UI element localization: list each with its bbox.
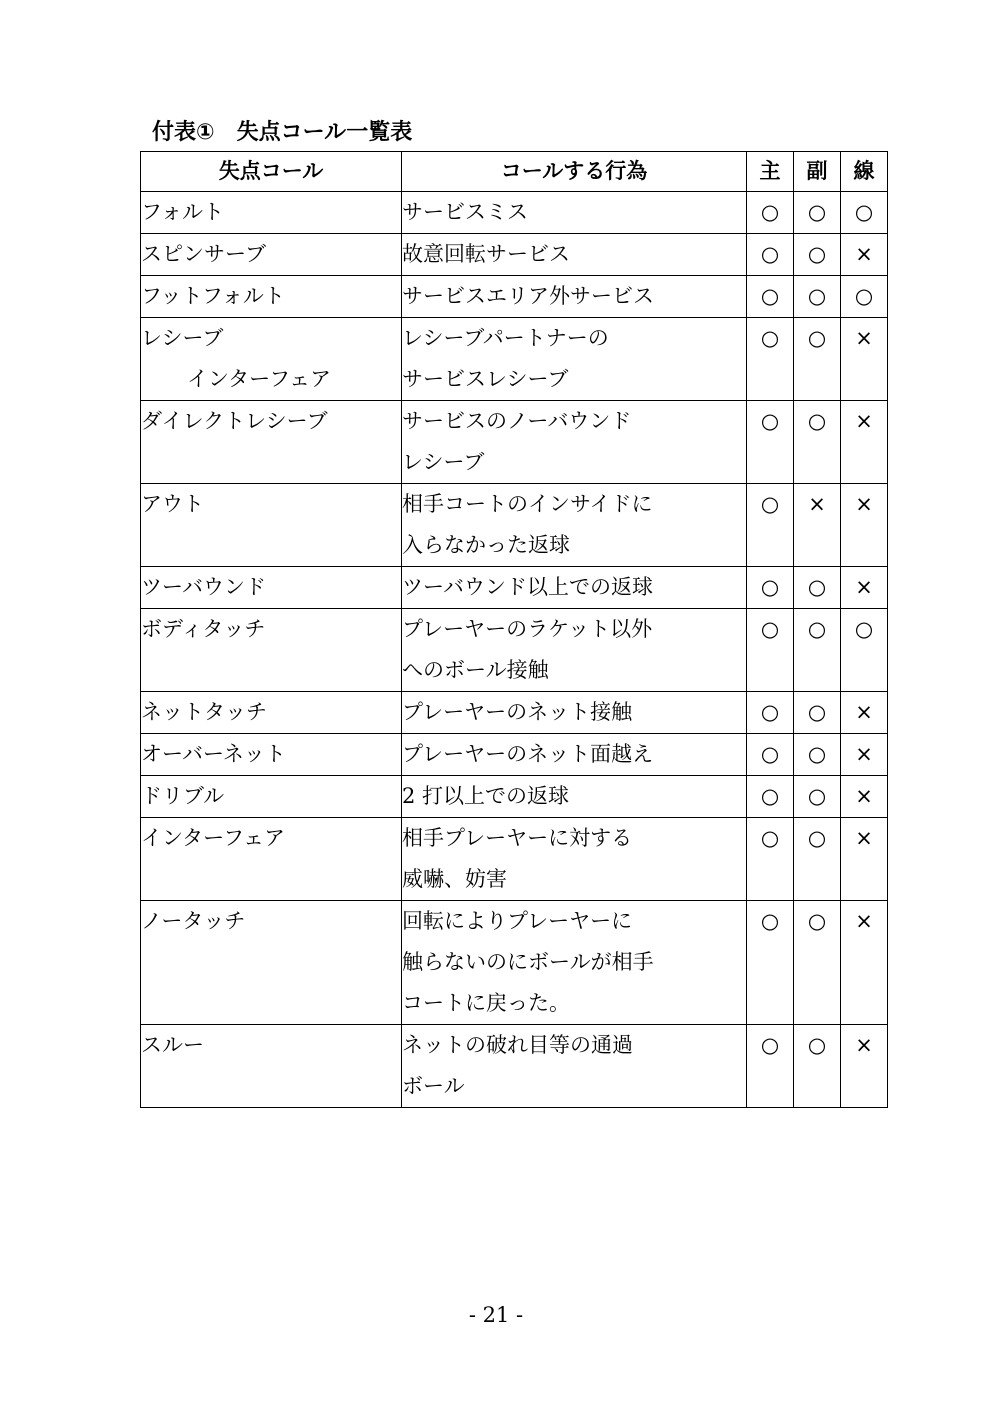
- main-mark: ○: [747, 734, 794, 776]
- main-mark: ○: [747, 567, 794, 609]
- call-text: インターフェア: [187, 367, 332, 391]
- call-cell: [141, 776, 402, 818]
- call-cell: [141, 484, 402, 567]
- main-mark: ○: [747, 234, 794, 276]
- action-cell: [402, 401, 747, 484]
- sub-mark: ×: [794, 484, 841, 567]
- line-mark: ×: [841, 567, 888, 609]
- call-text: ツーバウンド: [141, 575, 266, 599]
- table-row: [141, 692, 888, 734]
- action-text: 回転によりプレーヤーに: [402, 909, 633, 933]
- line-mark: ×: [841, 734, 888, 776]
- call-text: ノータッチ: [141, 909, 246, 933]
- call-text: スルー: [141, 1033, 204, 1057]
- action-cell: [402, 818, 747, 901]
- line-mark: ×: [841, 776, 888, 818]
- main-mark: ○: [747, 692, 794, 734]
- action-cell: [402, 776, 747, 818]
- call-text: ネットタッチ: [141, 700, 267, 724]
- action-text: レシーブ: [402, 450, 485, 474]
- table-row: [141, 901, 888, 1025]
- action-text: 2 打以上での返球: [402, 784, 570, 808]
- call-cell: [141, 734, 402, 776]
- action-text: サービスエリア外サービス: [402, 284, 654, 308]
- line-mark: ×: [841, 901, 888, 1025]
- line-mark: ×: [841, 401, 888, 484]
- action-text: 入らなかった返球: [402, 533, 570, 557]
- table-row: [141, 818, 888, 901]
- call-cell: [141, 234, 402, 276]
- call-cell: [141, 192, 402, 234]
- line-mark: ×: [841, 234, 888, 276]
- main-mark: ○: [747, 484, 794, 567]
- action-cell: [402, 1025, 747, 1108]
- line-mark: ×: [841, 484, 888, 567]
- page-title: 付表① 失点コール一覧表: [152, 120, 413, 145]
- action-text: プレーヤーのラケット以外: [402, 617, 653, 641]
- table-row: [141, 276, 888, 318]
- table-row: [141, 1025, 888, 1108]
- action-text: ネットの破れ目等の通過: [402, 1033, 633, 1057]
- call-table: [140, 151, 888, 1108]
- sub-mark: ○: [794, 692, 841, 734]
- action-text: サービスのノーバウンド: [402, 409, 632, 433]
- call-text: ボディタッチ: [141, 617, 266, 641]
- call-cell: [141, 818, 402, 901]
- header-call: 失点コール: [141, 152, 402, 192]
- sub-mark: ○: [794, 1025, 841, 1108]
- main-mark: ○: [747, 609, 794, 692]
- action-cell: [402, 609, 747, 692]
- call-text: オーバーネット: [141, 742, 286, 766]
- call-text: インターフェア: [141, 826, 286, 850]
- sub-mark: ○: [794, 818, 841, 901]
- table-row: [141, 776, 888, 818]
- sub-mark: ○: [794, 901, 841, 1025]
- main-mark: ○: [747, 276, 794, 318]
- call-text: スピンサーブ: [141, 242, 266, 266]
- line-mark: ×: [841, 692, 888, 734]
- call-cell: [141, 1025, 402, 1108]
- table-row: [141, 567, 888, 609]
- line-mark: ×: [841, 1025, 888, 1108]
- action-text: 相手コートのインサイドに: [402, 492, 653, 516]
- table-row: [141, 234, 888, 276]
- call-text: アウト: [141, 492, 204, 516]
- sub-mark: ○: [794, 567, 841, 609]
- sub-mark: ○: [794, 401, 841, 484]
- call-text: ドリブル: [141, 784, 225, 808]
- sub-mark: ○: [794, 734, 841, 776]
- action-text: サービスミス: [402, 200, 528, 224]
- sub-mark: ○: [794, 234, 841, 276]
- header-row: [141, 152, 888, 192]
- main-mark: ○: [747, 192, 794, 234]
- call-cell: [141, 692, 402, 734]
- line-mark: ×: [841, 318, 888, 401]
- action-text: プレーヤーのネット接触: [402, 700, 633, 724]
- call-cell: [141, 318, 402, 401]
- sub-mark: ○: [794, 318, 841, 401]
- action-cell: [402, 318, 747, 401]
- table-row: [141, 484, 888, 567]
- action-text: 相手プレーヤーに対する: [402, 826, 633, 850]
- action-text: ツーバウンド以上での返球: [402, 575, 653, 599]
- main-mark: ○: [747, 318, 794, 401]
- action-text: 威嚇、妨害: [402, 867, 507, 891]
- main-mark: ○: [747, 818, 794, 901]
- table-row: [141, 401, 888, 484]
- action-text: サービスレシーブ: [402, 367, 569, 391]
- call-text: フットフォルト: [141, 284, 285, 308]
- table-row: [141, 192, 888, 234]
- main-mark: ○: [747, 901, 794, 1025]
- sub-mark: ○: [794, 776, 841, 818]
- action-text: プレーヤーのネット面越え: [402, 742, 654, 766]
- call-cell: [141, 609, 402, 692]
- header-main: 主: [747, 152, 794, 192]
- call-text: レシーブ: [141, 326, 224, 350]
- header-sub: 副: [794, 152, 841, 192]
- sub-mark: ○: [794, 609, 841, 692]
- line-mark: ○: [841, 276, 888, 318]
- line-mark: ○: [841, 192, 888, 234]
- sub-mark: ○: [794, 192, 841, 234]
- action-text: 故意回転サービス: [402, 242, 570, 266]
- sub-mark: ○: [794, 276, 841, 318]
- page-number: - 21 -: [468, 1303, 524, 1327]
- action-text: へのボール接触: [402, 658, 549, 682]
- action-text: レシーブパートナーの: [402, 326, 609, 350]
- action-cell: [402, 234, 747, 276]
- table-row: [141, 318, 888, 401]
- call-cell: [141, 401, 402, 484]
- action-cell: [402, 192, 747, 234]
- table-row: [141, 734, 888, 776]
- action-text: 触らないのにボールが相手: [402, 950, 654, 974]
- line-mark: ×: [841, 818, 888, 901]
- action-cell: [402, 484, 747, 567]
- header-action: コールする行為: [402, 152, 747, 192]
- call-text: ダイレクトレシーブ: [141, 409, 328, 433]
- call-text: フォルト: [141, 200, 224, 224]
- action-text: コートに戻った。: [402, 991, 570, 1015]
- call-cell: [141, 567, 402, 609]
- action-cell: [402, 692, 747, 734]
- action-cell: [402, 567, 747, 609]
- action-cell: [402, 276, 747, 318]
- action-cell: [402, 734, 747, 776]
- call-cell: [141, 901, 402, 1025]
- main-mark: ○: [747, 1025, 794, 1108]
- line-mark: ○: [841, 609, 888, 692]
- table-row: [141, 609, 888, 692]
- call-cell: [141, 276, 402, 318]
- action-text: ボール: [402, 1074, 465, 1098]
- main-mark: ○: [747, 776, 794, 818]
- action-cell: [402, 901, 747, 1025]
- main-mark: ○: [747, 401, 794, 484]
- header-line: 線: [841, 152, 888, 192]
